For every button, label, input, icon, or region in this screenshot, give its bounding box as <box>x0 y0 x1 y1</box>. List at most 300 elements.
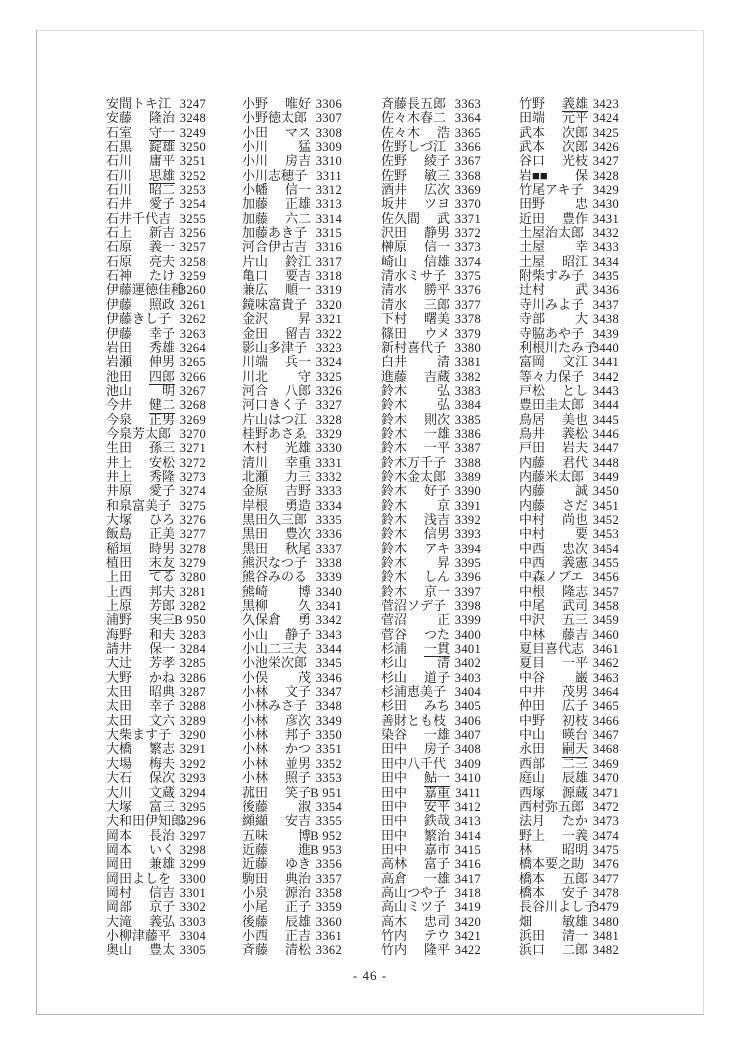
entry-number: 3294 <box>179 785 206 800</box>
table-row <box>381 628 481 642</box>
entry-number: 3273 <box>179 469 206 484</box>
table-row <box>381 484 481 498</box>
entry-number: 3431 <box>592 211 619 226</box>
entry-number: 3358 <box>315 885 342 900</box>
entry-name: 熊沢 なつ子 <box>242 555 308 570</box>
entry-name: 近藤 ゆき <box>242 856 311 872</box>
entry-name: 橋本 安子 <box>519 884 588 900</box>
entry-number: 3461 <box>592 642 619 657</box>
entry-number: 3376 <box>454 283 481 298</box>
entry-name: 安藤 隆治 <box>106 110 175 126</box>
entry-number: 3340 <box>315 584 342 599</box>
table-row <box>106 628 206 642</box>
entry-name: 進藤 吉蔵 <box>381 368 450 384</box>
entry-name: 岡本 長治 <box>106 827 175 843</box>
entry-name: 田中 鮎一 <box>381 770 450 786</box>
page-number: - 46 - <box>352 968 388 983</box>
table-row <box>106 843 206 857</box>
entry-name: 竹尾 アキ子 <box>519 182 584 198</box>
entry-name: 辻村 武 <box>519 282 588 298</box>
table-row <box>519 298 619 312</box>
table-row <box>381 283 481 297</box>
entry-name: 小林 並男 <box>242 755 311 771</box>
entry-number: 3480 <box>592 914 619 929</box>
entry-number: 3248 <box>179 111 206 126</box>
entry-name: 西部 二三 <box>519 755 588 771</box>
table-row <box>242 370 342 384</box>
table-row <box>381 671 481 685</box>
entry-name: 林 昭明 <box>519 841 588 857</box>
entry-number: 3455 <box>592 556 619 570</box>
entry-number: 3327 <box>315 398 342 413</box>
entry-name: 武本 次郎 <box>519 139 588 155</box>
entry-number: 3332 <box>315 469 342 484</box>
table-row <box>106 728 206 742</box>
table-row <box>242 829 342 843</box>
table-row <box>242 212 342 226</box>
entry-number: 3465 <box>592 699 619 714</box>
entry-name: 武本 次郎 <box>519 124 588 140</box>
table-row <box>519 656 619 670</box>
entry-number: 3297 <box>179 828 206 843</box>
entry-name: 鈴木 信男 <box>381 526 450 542</box>
entry-name: 後藤 淑 <box>242 798 311 814</box>
table-row <box>242 699 342 713</box>
entry-number: 3317 <box>315 254 342 269</box>
entry-name: 田中 嘉重 <box>381 784 450 800</box>
entry-number: 3370 <box>454 197 481 212</box>
entry-number: 3311 <box>316 168 342 183</box>
entry-number: 3469 <box>592 756 619 771</box>
entry-name: 鈴木 浅吉 <box>381 511 450 527</box>
table-row <box>381 154 481 168</box>
entry-name: 法月 たか <box>519 813 588 829</box>
entry-name: 黒田 久三郎 <box>242 511 308 527</box>
entry-number: 3324 <box>315 355 342 370</box>
entry-name: 篠田 ウメ <box>381 325 450 341</box>
entry-number: 3323 <box>315 340 342 355</box>
entry-name: 田中 鉄哉 <box>381 813 450 829</box>
table-row <box>381 786 481 800</box>
table-row <box>381 255 481 269</box>
entry-number: 3321 <box>315 312 342 327</box>
table-row <box>242 97 342 111</box>
table-row <box>381 327 481 341</box>
entry-name: 中野 初枝 <box>519 712 588 728</box>
table-row <box>242 542 342 556</box>
entry-number: 3371 <box>454 211 481 226</box>
entry-name: 高山 ミツ子 <box>381 899 447 915</box>
entry-number: 3349 <box>315 713 342 728</box>
table-row <box>242 843 342 857</box>
table-row <box>381 183 481 197</box>
table-row <box>106 685 206 699</box>
entry-name: 生田 孫三 <box>106 440 175 456</box>
table-row <box>381 499 481 513</box>
table-row <box>381 427 481 441</box>
table-row <box>242 742 342 756</box>
entry-name: 斉藤 清松 <box>242 942 311 958</box>
entry-name: 亀口 要吉 <box>242 268 311 284</box>
entry-number: 3434 <box>592 254 619 269</box>
entry-number: 3343 <box>315 627 342 642</box>
table-row <box>381 384 481 398</box>
entry-number: 3410 <box>454 771 481 786</box>
table-row <box>106 484 206 498</box>
table-row <box>381 929 481 943</box>
table-row <box>106 613 206 627</box>
entry-name: 石井 愛子 <box>106 196 175 212</box>
table-row <box>381 585 481 599</box>
table-row <box>242 111 342 125</box>
entry-name: 近田 豊作 <box>519 210 588 226</box>
table-row <box>519 742 619 756</box>
entry-name: 田中 房子 <box>381 741 450 757</box>
table-row <box>242 126 342 140</box>
entry-name: 斉藤 長五郎 <box>381 96 447 111</box>
table-row <box>242 613 342 627</box>
table-row <box>242 456 342 470</box>
table-row <box>106 255 206 269</box>
entry-number: 3309 <box>315 140 342 155</box>
entry-number: 3379 <box>454 326 481 341</box>
entry-name: 金原 吉野 <box>242 483 311 499</box>
table-row <box>519 943 619 957</box>
table-row <box>519 456 619 470</box>
entry-name: 上西 邦夫 <box>106 583 175 599</box>
table-row <box>381 527 481 541</box>
entry-name: 鈴木 京 <box>381 497 450 513</box>
entry-number: 3466 <box>592 713 619 728</box>
entry-name: 岡田 兼雄 <box>106 856 175 872</box>
entry-number: 3303 <box>179 914 206 929</box>
table-row <box>519 714 619 728</box>
entry-name: 石神 たけ <box>106 268 175 284</box>
table-row <box>381 111 481 125</box>
table-row <box>519 786 619 800</box>
entry-number: 3336 <box>315 527 342 542</box>
table-row <box>242 943 342 957</box>
entry-name: 石原 義一 <box>106 239 175 255</box>
table-row <box>381 800 481 814</box>
entry-name: 後藤 辰雄 <box>242 913 311 929</box>
entry-name: 河口 きく子 <box>242 397 308 413</box>
entry-number: 3272 <box>179 455 206 470</box>
entry-name: 下村 曙美 <box>381 311 450 327</box>
entry-name: 小野 唯好 <box>242 96 311 111</box>
entry-number: 3424 <box>592 111 619 126</box>
entry-name: 小山 二三夫 <box>242 641 308 657</box>
entry-number: 3442 <box>592 369 619 384</box>
entry-name: 小柳津 藤平 <box>106 927 172 943</box>
table-row <box>242 327 342 341</box>
entry-number: 3266 <box>179 369 206 384</box>
entry-number: 3278 <box>179 541 206 556</box>
table-row <box>519 599 619 613</box>
entry-name: 浜田 清一 <box>519 927 588 943</box>
entry-number: 3477 <box>592 871 619 886</box>
entry-name: 佐野 敏三 <box>381 167 450 183</box>
entry-number: 3420 <box>454 914 481 929</box>
entry-name: 利根川 たみ子 <box>519 339 598 355</box>
entry-name: 谷口 光枝 <box>519 153 588 169</box>
entry-name: 寺川 みよ子 <box>519 296 585 312</box>
table-row <box>242 240 342 254</box>
entry-name: 岸根 勇造 <box>242 497 311 513</box>
table-row <box>381 728 481 742</box>
name-column-1 <box>106 97 206 958</box>
entry-name: 小林 照子 <box>242 770 311 786</box>
name-column-2 <box>242 97 342 958</box>
entry-number: 3433 <box>592 240 619 255</box>
entry-name: 高倉 一雄 <box>381 870 450 886</box>
table-row <box>106 900 206 914</box>
table-row <box>519 341 619 355</box>
table-row <box>242 484 342 498</box>
entry-name: 内藤 誠 <box>519 483 588 499</box>
entry-number: 3267 <box>179 383 206 398</box>
table-row <box>106 456 206 470</box>
table-row <box>381 370 481 384</box>
entry-name: 石川 昭二 <box>106 182 175 198</box>
table-row <box>519 585 619 599</box>
entry-number: 3388 <box>454 455 481 470</box>
entry-number: 3389 <box>454 469 481 484</box>
table-row <box>519 398 619 412</box>
entry-name: 中村 尚也 <box>519 511 588 527</box>
entry-number: 3475 <box>592 842 619 857</box>
entry-number: 3333 <box>315 484 342 499</box>
entry-name: 崎山 信雄 <box>381 253 450 269</box>
entry-name: 五味 博 <box>242 827 311 843</box>
entry-number: B 952 <box>310 828 342 843</box>
entry-number: 3406 <box>454 713 481 728</box>
entry-name: 大辻 芳孝 <box>106 655 175 671</box>
table-row <box>106 126 206 140</box>
entry-number: 3355 <box>315 814 342 829</box>
entry-name: 石原 亮夫 <box>106 253 175 269</box>
entry-number: 3326 <box>315 383 342 398</box>
table-row <box>519 169 619 183</box>
entry-name: 桂野 あさゑ <box>242 425 308 441</box>
entry-name: 河合 八郎 <box>242 382 311 398</box>
entry-name: 小俣 茂 <box>242 669 311 685</box>
entry-number: 3257 <box>179 240 206 255</box>
entry-name: 榊原 信一 <box>381 239 450 255</box>
table-row <box>106 312 206 326</box>
table-row <box>106 140 206 154</box>
table-row <box>519 556 619 570</box>
entry-number: 3304 <box>179 928 206 943</box>
entry-name: 岡部 京子 <box>106 899 175 915</box>
entry-number: 3345 <box>315 656 342 671</box>
table-row <box>106 183 206 197</box>
entry-name: 鈴木 アキ <box>381 540 450 556</box>
entry-number: 3400 <box>454 627 481 642</box>
entry-number: 3322 <box>315 326 342 341</box>
entry-number: 3307 <box>315 111 342 126</box>
table-row <box>519 728 619 742</box>
table-row <box>381 814 481 828</box>
entry-name: 太田 昭典 <box>106 684 175 700</box>
entry-name: 小川 房吉 <box>242 153 311 169</box>
entry-name: 片山 鈴江 <box>242 253 311 269</box>
entry-name: 高山 つや子 <box>381 884 447 900</box>
entry-name: 浜口 二郎 <box>519 942 588 958</box>
entry-name: 小林 文子 <box>242 684 311 700</box>
entry-number: 3416 <box>454 857 481 872</box>
table-row <box>519 513 619 527</box>
entry-name: 岩田 秀雄 <box>106 339 175 355</box>
entry-name: 戸松 とし <box>519 382 588 398</box>
entry-number: 3292 <box>179 756 206 771</box>
entry-number: 3300 <box>179 871 206 886</box>
entry-name: 鈴木 京一 <box>381 583 450 599</box>
table-row <box>242 441 342 455</box>
entry-number: 3251 <box>179 154 206 169</box>
entry-number: 3457 <box>592 584 619 599</box>
entry-name: 中沢 五三 <box>519 612 588 628</box>
entry-name: 鈴木 好子 <box>381 483 450 499</box>
entry-name: 富岡 文江 <box>519 354 588 370</box>
table-row <box>106 742 206 756</box>
table-row <box>381 298 481 312</box>
table-row <box>242 915 342 929</box>
table-row <box>519 642 619 656</box>
entry-name: 稲垣 時男 <box>106 540 175 556</box>
entry-name: 黒田 秋尾 <box>242 540 311 556</box>
table-row <box>242 800 342 814</box>
table-row <box>381 197 481 211</box>
table-row <box>242 757 342 771</box>
entry-name: 白井 清 <box>381 354 450 370</box>
table-row <box>519 542 619 556</box>
entry-name: 附柴 すみ子 <box>519 268 585 284</box>
table-row <box>381 570 481 584</box>
entry-number: 3261 <box>179 297 206 312</box>
entry-number: 3301 <box>179 885 206 900</box>
table-row <box>106 786 206 800</box>
entry-name: 熊谷 みのる <box>242 569 308 585</box>
entry-name: 大橋 繁志 <box>106 741 175 757</box>
table-row <box>242 413 342 427</box>
entry-number: 3250 <box>179 140 206 155</box>
entry-name: 橋本 要之助 <box>519 856 585 872</box>
entry-name: 田中 八千代 <box>381 755 447 771</box>
entry-number: 3386 <box>454 426 481 441</box>
table-row <box>242 255 342 269</box>
entry-number: 3357 <box>315 871 342 886</box>
table-row <box>519 111 619 125</box>
entry-number: 3453 <box>592 527 619 542</box>
entry-number: 3290 <box>179 728 206 743</box>
table-row <box>381 456 481 470</box>
entry-name: 佐野 綾子 <box>381 153 450 169</box>
table-row <box>381 771 481 785</box>
entry-name: 駒田 典治 <box>242 870 311 886</box>
entry-name: 今泉 正男 <box>106 411 175 427</box>
entry-name: 豊田 圭太郎 <box>519 397 585 413</box>
table-row <box>242 154 342 168</box>
entry-number: 3479 <box>592 900 619 915</box>
table-row <box>519 441 619 455</box>
entry-name: 小池 栄次郎 <box>242 655 308 671</box>
table-row <box>381 341 481 355</box>
entry-name: 鳥居 美也 <box>519 411 588 427</box>
table-row <box>519 126 619 140</box>
entry-name: 田端 元平 <box>519 110 588 126</box>
entry-name: 片山 はつ江 <box>242 411 308 427</box>
entry-number: 3438 <box>592 312 619 327</box>
entry-number: 3313 <box>315 197 342 212</box>
table-row <box>106 470 206 484</box>
entry-name: 石黒 錠雄 <box>106 139 175 155</box>
entry-name: 佐野 しづ江 <box>381 139 447 155</box>
entry-name: 海野 和夫 <box>106 626 175 642</box>
entry-name: 石川 思雄 <box>106 167 175 183</box>
entry-number: 3325 <box>315 369 342 384</box>
table-row <box>242 499 342 513</box>
entry-name: 伊藤 運徳佳種 <box>106 282 185 298</box>
table-row <box>381 843 481 857</box>
entry-name: 浦野 実三 <box>106 612 175 628</box>
entry-name: 河合 伊古吉 <box>242 239 308 255</box>
entry-number: 3423 <box>592 97 619 111</box>
entry-name: 植田 末友 <box>106 555 175 570</box>
entry-name: 大野 かね <box>106 669 175 685</box>
table-row <box>519 97 619 111</box>
entry-number: 3320 <box>315 297 342 312</box>
entry-number: B 951 <box>310 785 342 800</box>
table-row <box>381 915 481 929</box>
entry-number: 3394 <box>454 541 481 556</box>
table-row <box>106 915 206 929</box>
table-row <box>519 843 619 857</box>
entry-name: 伊藤 きし子 <box>106 311 172 327</box>
entry-name: 岡村 信吉 <box>106 884 175 900</box>
entry-number: B 953 <box>310 842 342 857</box>
table-row <box>242 814 342 828</box>
entry-number: 3334 <box>315 498 342 513</box>
table-row <box>381 556 481 570</box>
entry-name: 杉山 清 <box>381 655 450 671</box>
entry-number: 3452 <box>592 512 619 527</box>
entry-number: 3275 <box>179 498 206 513</box>
entry-name: 仲田 広子 <box>519 698 588 714</box>
table-row <box>381 542 481 556</box>
table-row <box>381 312 481 326</box>
entry-number: 3378 <box>454 312 481 327</box>
entry-name: 中谷 巌 <box>519 669 588 685</box>
entry-name: 戸田 岩夫 <box>519 440 588 456</box>
entry-name: 近藤 進 <box>242 841 311 857</box>
table-row <box>242 226 342 240</box>
entry-number: 3318 <box>315 269 342 284</box>
entry-name: 石川 庸平 <box>106 153 175 169</box>
entry-number: 3408 <box>454 742 481 757</box>
entry-number: 3396 <box>454 570 481 585</box>
entry-number: 3347 <box>315 685 342 700</box>
table-row <box>242 900 342 914</box>
table-row <box>106 269 206 283</box>
entry-number: 3450 <box>592 484 619 499</box>
table-row <box>519 255 619 269</box>
table-row <box>381 900 481 914</box>
table-row <box>242 398 342 412</box>
table-row <box>519 269 619 283</box>
entry-name: 小林 彦次 <box>242 712 311 728</box>
table-row <box>381 599 481 613</box>
